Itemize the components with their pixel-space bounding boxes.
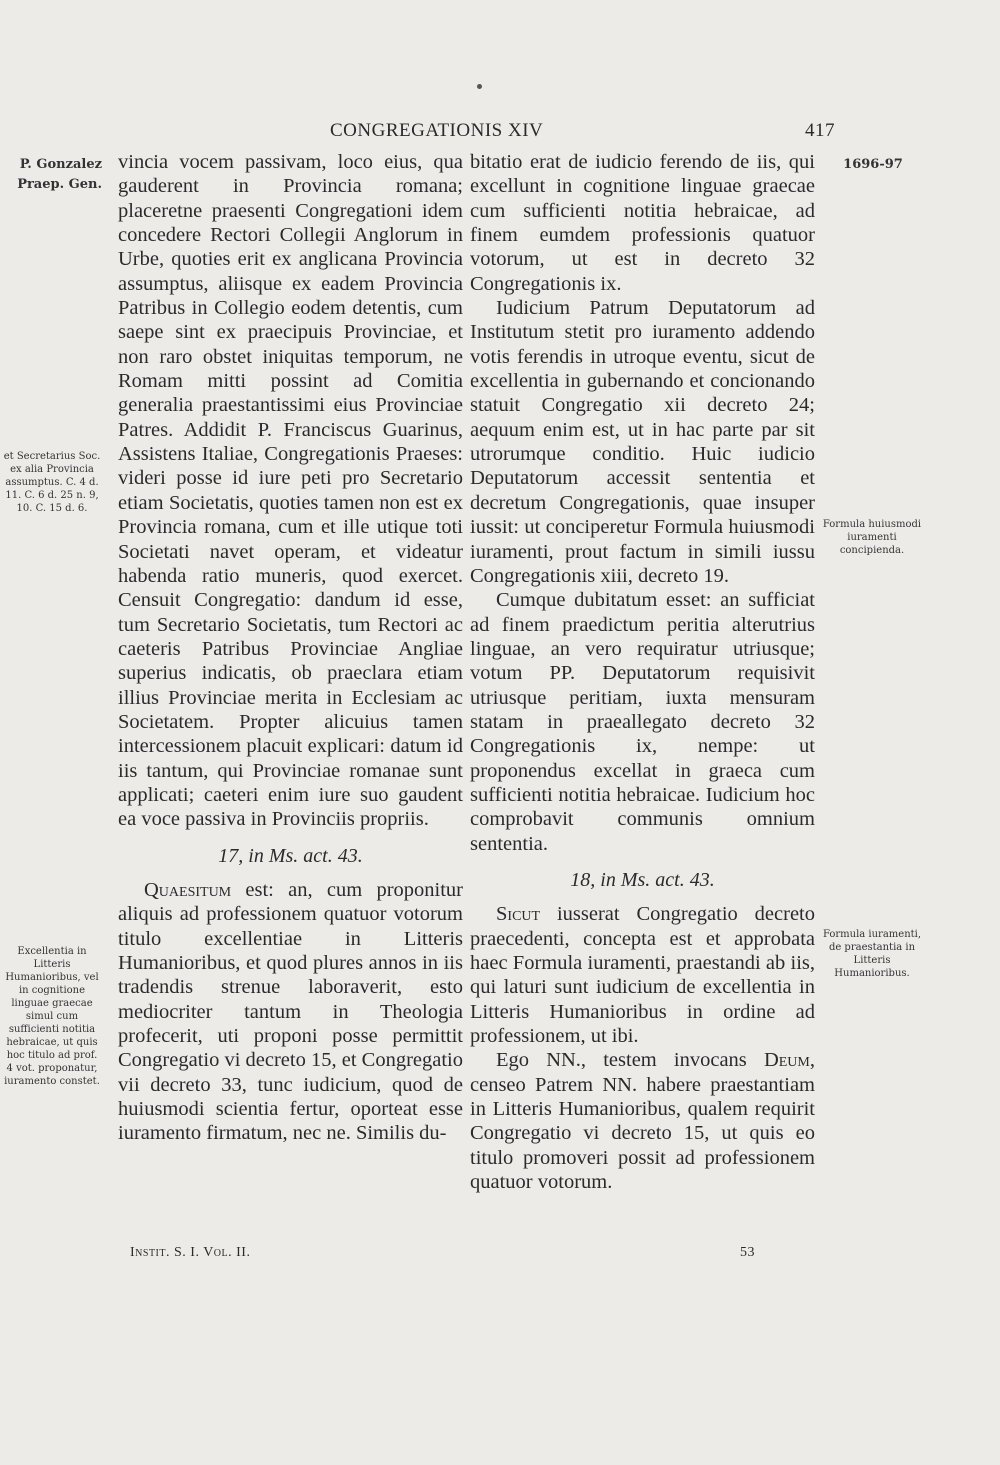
small-caps-word: Deum — [763, 1049, 810, 1072]
paragraph-text: est: an, cum proponitur aliquis ad professionem quatuor votorum titulo excellentiae in Litteris Humanioribus, et quod plures annos in iis tradendis strenue laboraverit, esto mediocriter tantum in Theologia profecerit, uti proponi posse permittit Congregatio vi decreto 15, et Congregatio vii decreto 33, tunc iudicium, quod de huiusmodi scientia fertur, oporteat esse iuramento firmatum, nec ne. Similis du- — [118, 878, 463, 1145]
decree-heading-18: 18, in Ms. act. 43. — [570, 868, 715, 891]
margin-note-formula: Formula huiusmodi iuramenti concipienda. — [822, 519, 922, 556]
paragraph — [470, 1048, 815, 1194]
paragraph: Iudicium Patrum Deputatorum ad Institutum stetit pro iuramento addendo votis ferendis in utroque eventu, sicut de excellentia in gubernando et concionando statuit Congregatio xii decreto 24; aequum enim est, ut in hac parte par sit utrorumque conditio. Huic iudicio Deputatorum accessit sententia et decretum Congregationis, quae insuper iussit: ut conciperetur Formula huiusmodi iuramenti, prout factum in simili iussu Congregationis xiii, decreto 19. — [470, 297, 815, 587]
paragraph: Cumque dubitatum esset: an sufficiat ad finem praedictum peritia alterutrius linguae, an vero requiratur utriusque; votum PP. Deputatorum requisivit utriusque peritiam, iuxta mensuram statam in praeallegato decreto 32 Congregationis ix, nempe: ut proponendus excellat in graeca cum sufficienti notitia hebraicae. Iudicium hoc comprobavit communis omnium sententia. — [470, 589, 815, 855]
footer-signature — [130, 1245, 250, 1261]
paragraph: bitatio erat de iudicio ferendo de iis, qui excellunt in cognitione linguae graecae cum sufficienti notitia hebraicae, ad finem eumdem professionis quatuor votorum, ut est in decreto 32 Congregationis ix. — [470, 151, 815, 295]
paragraph-text: iusserat Congregatio decreto praecedenti, concepta est et approbata haec Formula iuramenti, praestandi ab iis, qui laturi sunt iudicium de excellentia in Litteris Humanioribus in ordine ad professionem, ut ibi. — [470, 903, 815, 1048]
decree-heading-17: 17, in Ms. act. 43. — [218, 844, 363, 867]
margin-note-secretarius: et Secretarius Soc. ex alia Provincia assumptus. C. 4 d. 11. C. 6 d. 25 n. 9, 10. C. 15 d. 6. — [3, 451, 101, 514]
left-column — [118, 150, 463, 1146]
paragraph — [118, 878, 463, 1146]
paragraph — [470, 902, 815, 1048]
margin-note-formula-praestantia: Formula iuramenti, de praestantia in Litteris Humanioribus. — [822, 929, 922, 979]
margin-author: P. Gonzalez Praep. Gen. — [17, 157, 102, 192]
print-dot — [477, 84, 482, 89]
page-number: 417 — [805, 120, 835, 141]
lead-word: Quaesitum — [144, 878, 232, 901]
margin-note-excellentia: Excellentia in Litteris Humanioribus, vel in cognitione linguae graecae simul cum sufficienti notitia hebraicae, ut quis hoc titulo ad prof. 4 vot. proponatur, iuramento constet. — [4, 946, 100, 1087]
footer-signature-text: Instit. S. I. Vol. II. — [130, 1245, 251, 1260]
running-title: CONGREGATIONIS XIV — [330, 120, 544, 141]
lead-word: Sicut — [496, 903, 541, 926]
paragraph-text: Ego NN., testem invocans — [496, 1049, 764, 1072]
paragraph-text: , censeo Patrem NN. habere praestantiam in Litteris Humanioribus, qualem requirit Congregatio vi decreto 15, ut quis eo titulo promoveri possit ad professionem quatuor votorum. — [470, 1049, 815, 1194]
paragraph: vincia vocem passivam, loco eius, qua gauderent in Provincia romana; placeretne praesenti Congregationi idem concedere Rectori Collegii Anglorum in Urbe, quoties erit ex anglicana Provincia assumptus, aliisque ex eadem Provincia Patribus in Collegio eodem detentis, cum saepe sint ex praecipuis Provinciae, et non raro obstet iniquitas temporum, ne Romam mitti possint ad Comitia generalia praestantissimi eius Provinciae Patres. Addidit P. Franciscus Guarinus, Assistens Italiae, Congregationis Praeses: videri posse id iure peti pro Secretario etiam Societatis, quoties tamen non est ex Provincia romana, cum et ille utique toti Societati navet operam, et videatur habenda ratio muneris, quod exercet. Censuit Congregatio: dandum id esse, tum Secretario Societatis, tum Rectori ac caeteris Patribus Provinciae Angliae superius indicatis, ob praeclara etiam illius Provinciae merita in Ecclesiam ac Societatem. Propter alicuius tamen intercessionem placuit explicari: datum id iis tantum, qui Provinciae romanae sunt applicati; caeteri enim iure suo gaudent ea voce passiva in Provinciis propriis. — [118, 151, 463, 831]
footer-sheet-number: 53 — [740, 1245, 755, 1260]
right-column — [470, 150, 815, 1194]
margin-year: 1696-97 — [843, 157, 903, 172]
